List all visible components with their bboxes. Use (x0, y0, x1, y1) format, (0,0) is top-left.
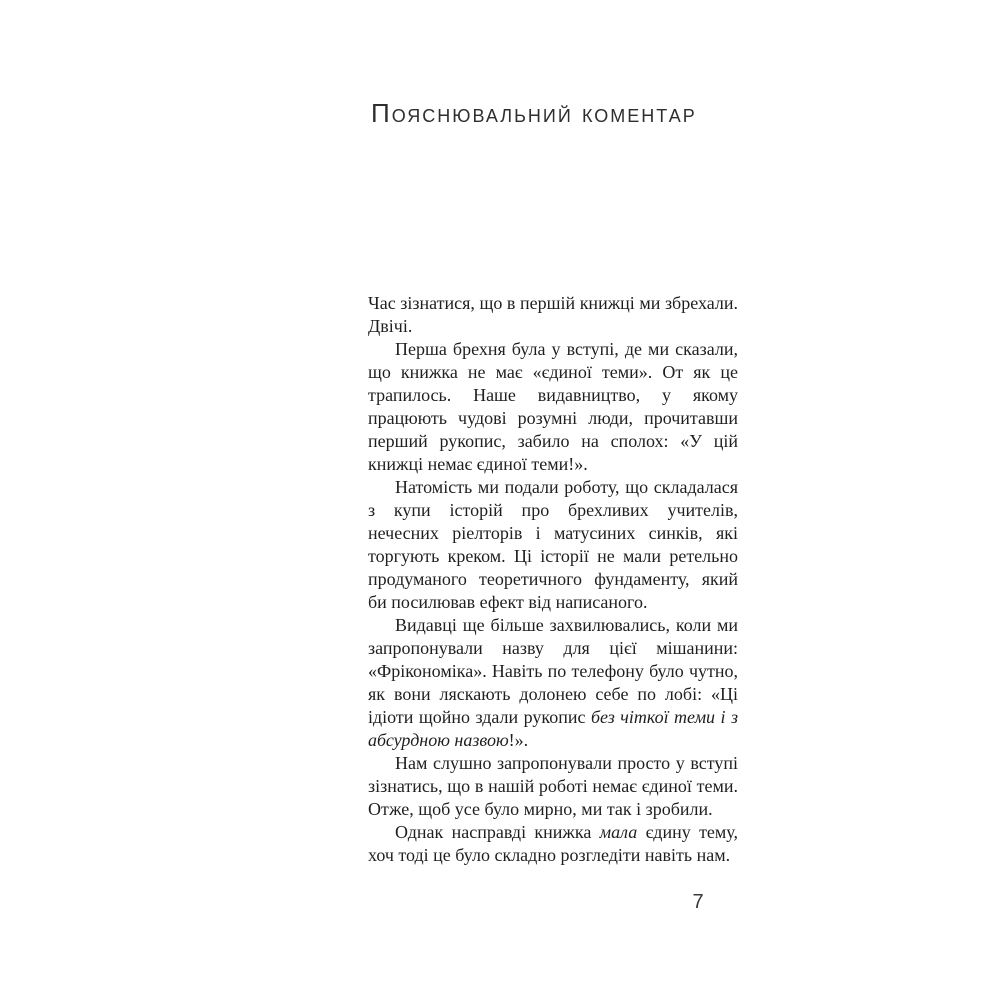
paragraph (368, 338, 738, 476)
paragraph (368, 292, 738, 338)
text-segment: Однак насправді книжка (395, 822, 600, 842)
text-segment: єдину тему, хоч тоді це було складно розгледіти навіть нам. (368, 822, 739, 865)
text-segment: Нам слушно запропонували просто у вступі зізнатись, що в нашій роботі немає єдиної теми. Отже, щоб усе було мирно, ми так і зробили. (368, 753, 738, 819)
italic-text: без чіткої теми і з абсурдною назвою (368, 707, 738, 750)
text-segment: Час зізнатися, що в першій книжці ми збрехали. Двічі. (368, 293, 738, 336)
text-segment: Видавці ще більше захвилювались, коли ми запропонували назву для цієї мішанини: «Фрікономіка». Навіть по телефону було чутно, як вони ляскають долонею себе по лобі: «Ці ідіоти щойно здали рукопис (368, 615, 738, 727)
page-number: 7 (692, 891, 704, 913)
body-text (368, 292, 738, 867)
chapter-title: Пояснювальний коментар (371, 98, 697, 128)
text-segment: !». (508, 730, 529, 750)
italic-text: мала (599, 822, 638, 842)
text-segment: Натомість ми подали роботу, що складалася з купи історій про брехливих учителів, нечесних ріелторів і матусиних синків, які торгують креком. Ці історії не мали ретельно продуманого теоретичного фундаменту, який би посилював ефект від написаного. (368, 477, 738, 612)
paragraph (368, 476, 738, 614)
paragraph (368, 752, 738, 821)
text-segment: Перша брехня була у вступі, де ми сказали, що книжка не має «єдиної теми». От як це трапилось. Наше видавництво, у якому працюють чудові розумні люди, прочитавши перший рукопис, забило на сполох: «У цій книжці немає єдиної теми!». (368, 339, 738, 474)
paragraph (368, 821, 738, 867)
paragraph (368, 614, 738, 752)
